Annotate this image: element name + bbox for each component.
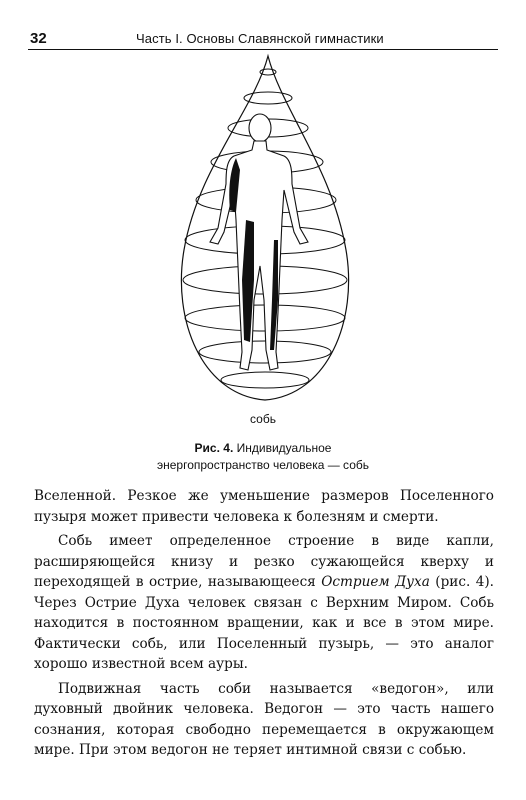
paragraph: Подвижная часть соби называется «ведогон», или духовный двойник человека. Ведогон — это часть нашего сознания, которая свободно перемещается в окружающем мире. При этом ведогон не теряет интимной связи с собью.	[34, 680, 494, 758]
aura-figure-illustration	[150, 50, 380, 410]
caption-prefix: Рис. 4.	[194, 441, 234, 455]
page-header	[28, 30, 498, 48]
figure-label: собь	[250, 412, 276, 426]
caption-line-2: энергопространство человека — собь	[157, 458, 369, 472]
emphasis-term: Острием Духа	[321, 574, 430, 590]
caption-line-1: Индивидуальное	[236, 441, 332, 455]
running-title: Часть I. Основы Славянской гимнастики	[136, 31, 384, 46]
body-text	[34, 486, 494, 765]
paragraph-text: Собь имеет определенное строение в виде капли, расширяющейся книзу и резко сужающейся кверху и переходящей в острие, называющееся	[34, 533, 494, 590]
spiral-ring	[221, 372, 309, 388]
paragraph	[34, 531, 494, 675]
page-number: 32	[30, 30, 47, 47]
spiral-ring	[199, 341, 331, 363]
paragraph: Вселенной. Резкое же уменьшение размеров Поселенного пузыря может привести человека к болезням и смерти.	[34, 488, 494, 525]
paragraph-text: (рис. 4). Через Острие Духа человек связан с Верхним Миром. Собь находится в постоянном вращении, как и все в этом мире. Фактически собь, или Поселенный пузырь, — это аналог хорошо известной всем ауры.	[34, 574, 494, 672]
figure-caption	[0, 440, 526, 474]
